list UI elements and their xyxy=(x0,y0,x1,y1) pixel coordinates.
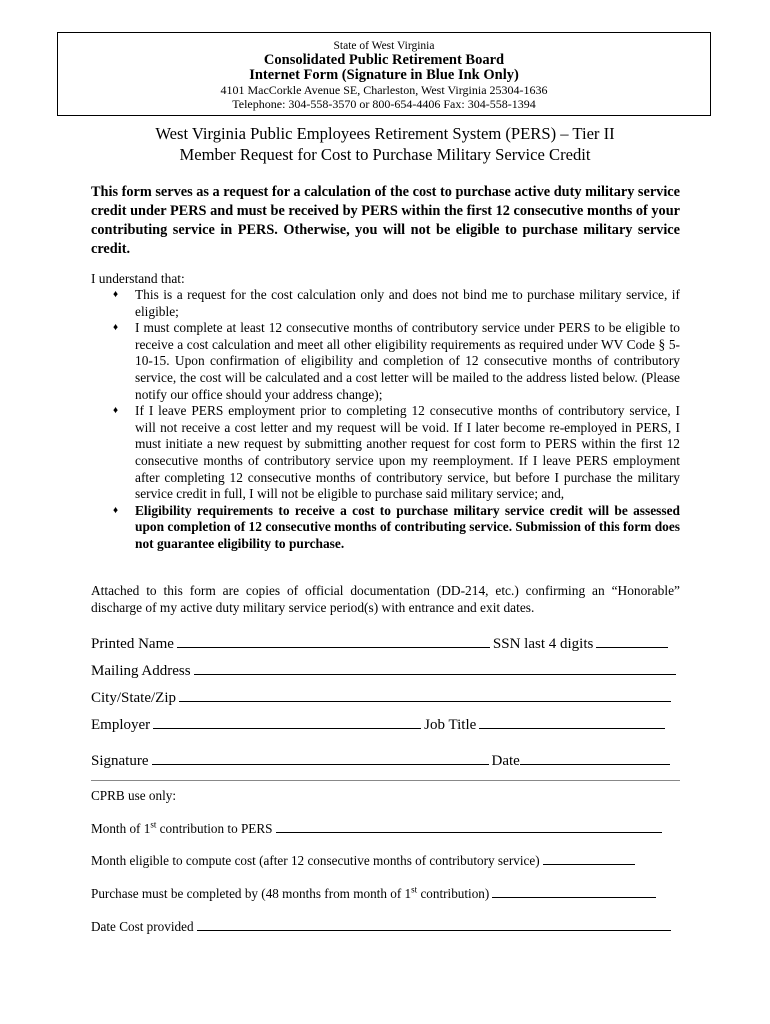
form-title-line1: West Virginia Public Employees Retirement System (PERS) – Tier II xyxy=(155,124,615,143)
signature-field[interactable] xyxy=(152,751,489,765)
section-divider xyxy=(91,780,680,781)
city-state-zip-field[interactable] xyxy=(179,688,671,702)
header-state: State of West Virginia xyxy=(333,40,435,52)
date-cost-label: Date Cost provided xyxy=(91,919,194,934)
header-internet-form: Internet Form (Signature in Blue Ink Only) xyxy=(249,67,519,83)
list-item: ♦ If I leave PERS employment prior to completing 12 consecutive months of contributory service, I will not receive a cost letter and my request will be void. If I later become re-employed in PERS, I must initiate a new request by submitting another request for cost form to PERS within the first 12 consecutive months of contributory service upon my reemployment. If I leave PERS employment after completing 12 consecutive months of contributory service, but before I purchase the military service credit in full, I will not be eligible to purchase said military service; and, xyxy=(113,403,680,502)
diamond-bullet-icon: ♦ xyxy=(113,289,119,300)
header-phone: Telephone: 304-558-3570 or 800-654-4406 Fax: 304-558-1394 xyxy=(232,97,536,111)
city-state-zip-label: City/State/Zip xyxy=(91,690,176,706)
employer-label: Employer xyxy=(91,717,151,733)
diamond-bullet-icon: ♦ xyxy=(113,504,119,516)
purchase-by-field[interactable] xyxy=(492,885,656,898)
date-field[interactable] xyxy=(520,751,670,765)
form-title-line2: Member Request for Cost to Purchase Military Service Credit xyxy=(179,145,591,164)
header-address: 4101 MacCorkle Avenue SE, Charleston, West Virginia 25304-1636 xyxy=(220,83,548,97)
mailing-address-label: Mailing Address xyxy=(91,663,191,679)
month-first-label: Month of 1st contribution to PERS xyxy=(91,819,273,836)
attached-paragraph: Attached to this form are copies of official documentation (DD-214, etc.) confirming an “Honorable” discharge of my active duty military service period(s) with entrance and exit dates. xyxy=(91,583,680,615)
list-item: ♦ Eligibility requirements to receive a cost to purchase military service credit will be assessed upon completion of 12 consecutive months of contributing service. Submission of this form does not guarantee eligibility to purchase. xyxy=(113,502,680,551)
employer-row xyxy=(91,715,668,734)
mailing-address-row xyxy=(91,661,679,680)
month-first-field[interactable] xyxy=(276,820,662,833)
list-item: ♦ This is a request for the cost calculation only and does not bind me to purchase military service, if eligible; xyxy=(113,287,680,319)
header-box xyxy=(57,32,711,116)
cprb-label: CPRB use only: xyxy=(91,788,177,803)
list-item: ♦ I must complete at least 12 consecutive months of contributory service under PERS to be eligible to receive a cost calculation and meet all other eligibility requirements as required under WV Code § 5-10-15. Upon confirmation of eligibility and completion of 12 consecutive months of contributory service, the cost will be calculated and a cost letter will be mailed to the address listed below. (Please notify our office should your address change); xyxy=(113,320,680,402)
ssn-field[interactable] xyxy=(596,634,668,648)
printed-name-field[interactable] xyxy=(177,634,490,648)
purchase-by-row xyxy=(91,885,656,902)
diamond-bullet-icon: ♦ xyxy=(113,322,119,334)
purchase-by-label: Purchase must be completed by (48 months from month of 1st contribution) xyxy=(91,884,490,901)
printed-name-row xyxy=(91,634,671,653)
date-cost-field[interactable] xyxy=(197,918,671,931)
understand-list xyxy=(91,287,680,553)
month-eligible-field[interactable] xyxy=(543,852,635,865)
understand-label: I understand that: xyxy=(91,271,185,286)
diamond-bullet-icon: ♦ xyxy=(113,405,119,417)
intro-paragraph: This form serves as a request for a calculation of the cost to purchase active duty military service credit under PERS and must be received by PERS within the first 12 consecutive months of your contributing service in PERS. Otherwise, you will not be eligible to purchase military service credit. xyxy=(91,184,680,257)
signature-row xyxy=(91,751,673,770)
job-title-label: Job Title xyxy=(424,717,477,733)
city-state-zip-row xyxy=(91,688,674,707)
employer-field[interactable] xyxy=(153,715,421,729)
printed-name-label: Printed Name xyxy=(91,636,174,652)
ssn-label: SSN last 4 digits xyxy=(492,636,594,652)
month-eligible-row xyxy=(91,852,635,869)
signature-label: Signature xyxy=(91,753,149,769)
mailing-address-field[interactable] xyxy=(194,661,676,675)
job-title-field[interactable] xyxy=(479,715,665,729)
month-eligible-label: Month eligible to compute cost (after 12 consecutive months of contributory service) xyxy=(91,853,540,868)
date-label: Date xyxy=(491,753,520,769)
month-first-row xyxy=(91,820,662,837)
header-board: Consolidated Public Retirement Board xyxy=(263,52,505,68)
date-cost-row xyxy=(91,918,671,935)
